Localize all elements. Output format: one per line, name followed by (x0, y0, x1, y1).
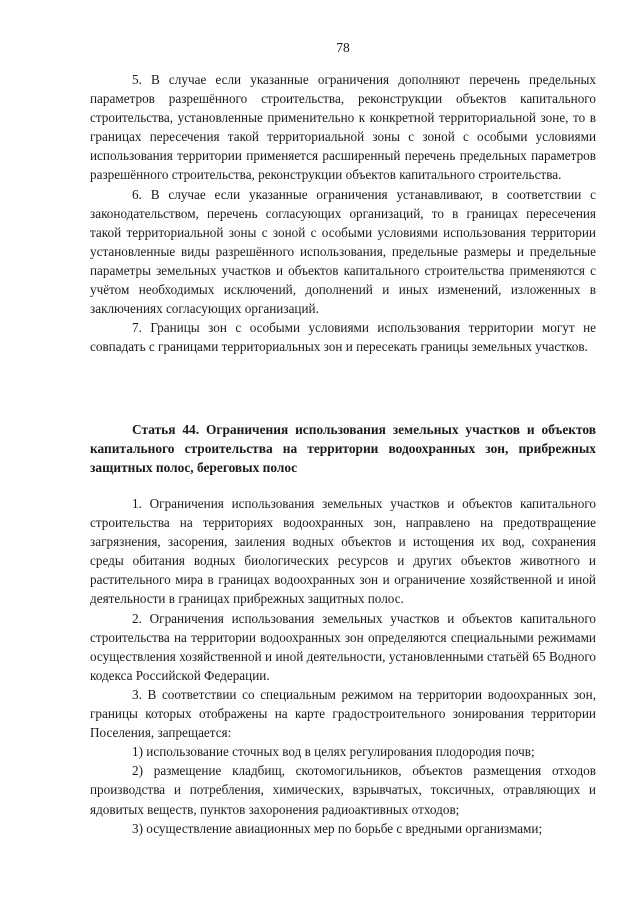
paragraph-6: 6. В случае если указанные ограничения устанавливают, в соответствии с законодательством, перечень согласующих организаций, то в границах пересечения такой территориальной зоны с зоной с особыми условиями использования территории установленные виды разрешённого использования, предельные размеры и предельные параметры земельных участков и объектов капитального строительства применяются с учётом необходимых исключений, дополнений и иных изменений, изложенных в заключениях согласующих организаций. (90, 186, 596, 317)
paragraph-3: 3. В соответствии со специальным режимом на территории водоохранных зон, границы которых отображены на карте градостроительного зонирования территории Поселения, запрещается: (90, 686, 596, 741)
list-item-2: 2) размещение кладбищ, скотомогильников, объектов размещения отходов производства и потребления, химических, взрывчатых, токсичных, отравляющих и ядовитых веществ, пунктов захоронения радиоактивных отходов; (90, 763, 596, 817)
article-44-heading: Статья 44. Ограничения использования земельных участков и объектов капитального строительства на территории водоохранных зон, прибрежных защитных полос, береговых полос (90, 422, 596, 476)
page-number: 78 (336, 40, 350, 55)
paragraph-5: 5. В случае если указанные ограничения дополняют перечень предельных параметров разрешённого строительства, реконструкции объектов капитального строительства, установленные применительно к конкретной территориальной зоне, то в границах пересечения такой территориальной зоны с зоной с особыми условиями использования территории применяется расширенный перечень предельных параметров разрешённого строительства, реконструкции объектов капитального строительства. (90, 72, 596, 183)
list-item-1: 1) использование сточных вод в целях регулирования плодородия почв; (132, 744, 535, 760)
paragraph-2: 2. Ограничения использования земельных участков и объектов капитального строительства на территории водоохранных зон определяются специальными режимами осуществления хозяйственной и иной деятельности, установленными статьёй 65 Водного кодекса Российской Федерации. (90, 610, 596, 683)
list-item-3: 3) осуществление авиационных мер по борьбе с вредными организмами; (132, 820, 543, 836)
paragraph-7: 7. Границы зон с особыми условиями использования территории могут не совпадать с границами территориальных зон и пересекать границы земельных участков. (90, 320, 596, 355)
paragraph-group-article-44 (90, 494, 596, 838)
paragraph-group-zones (90, 70, 596, 356)
paragraph-1: 1. Ограничения использования земельных участков и объектов капитального строительства на территориях водоохранных зон, направлено на предотвращение загрязнения, засорения, заиления водных объектов и истощения их вод, сохранения среды обитания водных биологических ресурсов и других объектов животного и растительного мира в границах водоохранных зон и ограничение хозяйственной и иной деятельности в границах прибрежных защитных полос. (90, 496, 596, 607)
